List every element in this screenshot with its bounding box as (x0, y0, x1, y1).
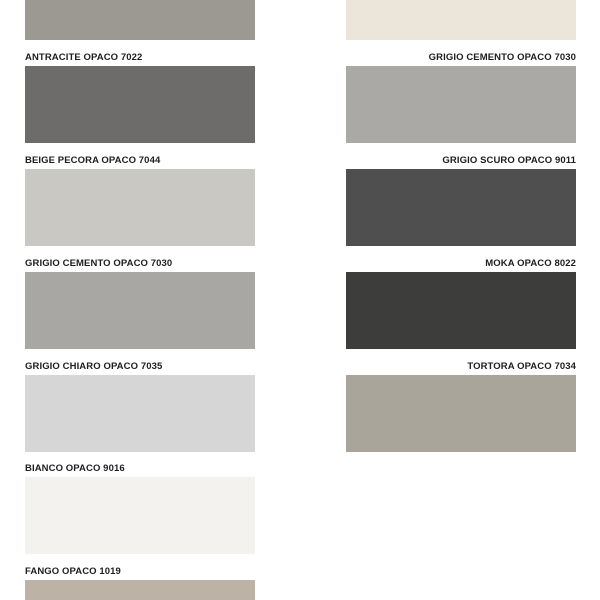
swatch-label: GRIGIO CHIARO OPACO 7035 (25, 361, 163, 372)
color-chip (25, 169, 255, 246)
swatch-label: ANTRACITE OPACO 7022 (25, 52, 143, 63)
color-chip (25, 66, 255, 143)
swatch-column-left (25, 0, 255, 600)
color-chip (346, 169, 576, 246)
color-chip (346, 0, 576, 40)
color-chip (346, 272, 576, 349)
swatch-label: GRIGIO SCURO OPACO 9011 (442, 155, 576, 166)
color-chip (346, 66, 576, 143)
swatch-label: FANGO OPACO 1019 (25, 566, 121, 577)
color-chip (25, 272, 255, 349)
color-chip (25, 580, 255, 600)
swatch-label: TORTORA OPACO 7034 (467, 361, 576, 372)
swatch-label: BEIGE PECORA OPACO 7044 (25, 155, 161, 166)
color-chip (25, 477, 255, 554)
color-chip (25, 0, 255, 40)
swatch-label: GRIGIO CEMENTO OPACO 7030 (428, 52, 576, 63)
swatch-label: MOKA OPACO 8022 (485, 258, 576, 269)
swatch-label: BIANCO OPACO 9016 (25, 463, 125, 474)
swatch-label: GRIGIO CEMENTO OPACO 7030 (25, 258, 173, 269)
color-chip (346, 375, 576, 452)
color-chip (25, 375, 255, 452)
swatch-column-right (346, 0, 576, 600)
